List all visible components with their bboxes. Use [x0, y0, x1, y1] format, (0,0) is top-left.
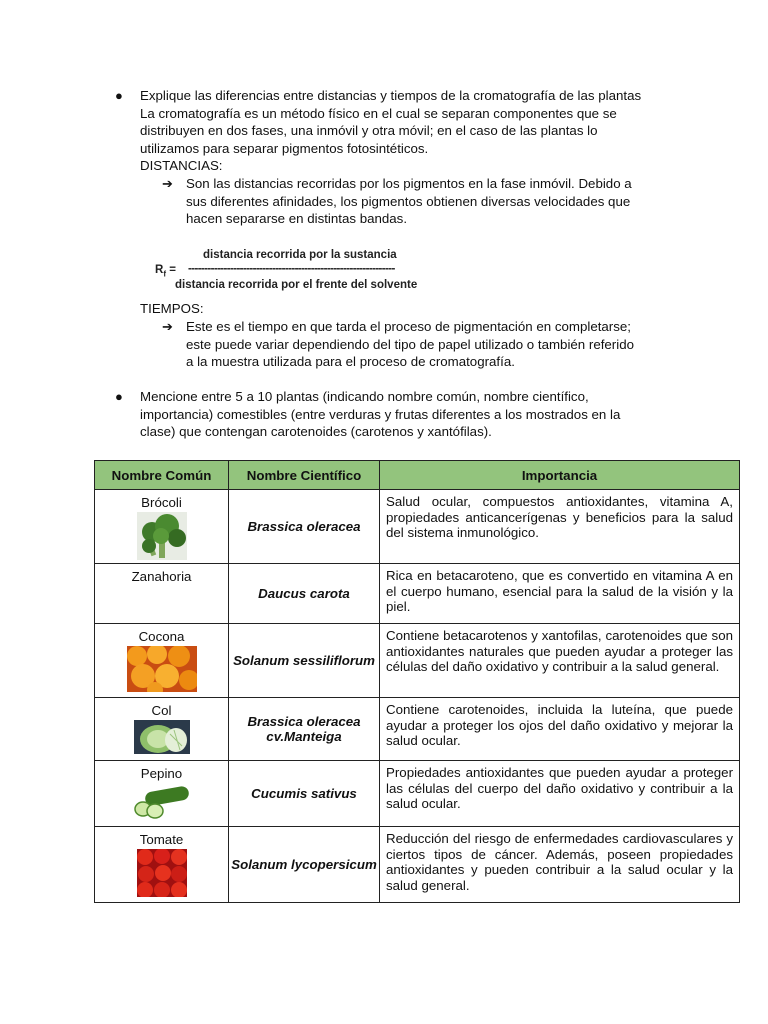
- table-row: [95, 490, 740, 564]
- common-name: Brócoli: [141, 495, 182, 510]
- cell-scientific: Daucus carota: [229, 564, 380, 624]
- cell-scientific: Brassica oleracea: [229, 490, 380, 564]
- formula-sub: f: [163, 269, 166, 279]
- cell-importance: Reducción del riesgo de enfermedades cardiovasculares y ciertos tipos de cáncer. Además, poseen propiedades antioxidantes y pueden contribuir a la salud ocular y la salud general.: [380, 827, 740, 903]
- cucumber-image: [133, 783, 191, 819]
- question-1: [140, 87, 700, 175]
- cell-scientific: Brassica oleracea cv.Manteiga: [229, 698, 380, 761]
- tiempos-line: Este es el tiempo en que tarda el proceso de pigmentación en completarse;: [186, 319, 631, 334]
- tiempos-line: a la muestra utilizada para el proceso de cromatografía.: [186, 354, 515, 369]
- cabbage-image: [134, 720, 190, 754]
- cell-importance: Rica en betacaroteno, que es convertido en vitamina A en el cuerpo humano, esencial para la salud de la visión y la piel.: [380, 564, 740, 624]
- common-name: Col: [151, 703, 172, 718]
- tomato-image: [137, 849, 187, 897]
- question-2: [140, 388, 700, 441]
- distancias-line: hacen separarse en distintas bandas.: [186, 211, 408, 226]
- tiempos-text: [186, 318, 706, 371]
- distancias-heading: DISTANCIAS:: [140, 158, 223, 173]
- question-2-line: Mencione entre 5 a 10 plantas (indicando nombre común, nombre científico,: [140, 389, 589, 404]
- cell-common: [95, 761, 229, 827]
- question-1-text: Explique las diferencias entre distancias y tiempos de la cromatografía de las plantas: [140, 88, 642, 103]
- bullet-q2: ●: [115, 389, 123, 404]
- cell-common: [95, 827, 229, 903]
- arrow-icon: ➔: [162, 319, 173, 334]
- carotenoid-plants-table: [94, 460, 740, 903]
- arrow-icon: ➔: [162, 176, 173, 191]
- formula-denominator: distancia recorrida por el frente del solvente: [175, 279, 418, 291]
- table-row: [95, 698, 740, 761]
- cocona-image: [127, 646, 197, 692]
- formula-bar: ----------------------------------------------------------------: [188, 263, 395, 275]
- table-header-row: [95, 461, 740, 490]
- tiempos-heading: TIEMPOS:: [140, 301, 204, 316]
- cell-common: [95, 624, 229, 698]
- common-name: Zanahoria: [131, 569, 192, 584]
- question-2-line: importancia) comestibles (entre verduras y frutas diferentes a los mostrados en la: [140, 406, 621, 422]
- cell-scientific: Solanum sessiliflorum: [229, 624, 380, 698]
- distancias-text: [186, 175, 706, 228]
- table-row: [95, 761, 740, 827]
- cell-scientific: Solanum lycopersicum: [229, 827, 380, 903]
- formula-equals: =: [169, 264, 176, 276]
- header-importance: Importancia: [380, 461, 740, 490]
- common-name: Tomate: [139, 832, 184, 847]
- distancias-line: sus diferentes afinidades, los pigmentos obtienen diversas velocidades que: [186, 193, 631, 209]
- tiempos-line: este puede variar dependiendo del tipo de papel utilizado o también referido: [186, 336, 634, 352]
- formula-lhs: [155, 264, 176, 278]
- cell-importance: Salud ocular, compuestos antioxidantes, vitamina A, propiedades anticancerígenas y beneficios para la salud del sistema inmunológico.: [380, 490, 740, 564]
- table-row: [95, 827, 740, 903]
- formula-r: R: [155, 264, 164, 276]
- broccoli-image: [137, 512, 187, 560]
- table-row: [95, 564, 740, 624]
- cell-importance: Contiene carotenoides, incluida la luteína, que puede ayudar a proteger los ojos del daño oxidativo y mejorar la salud ocular.: [380, 698, 740, 761]
- common-name: Pepino: [140, 766, 183, 781]
- common-name: Cocona: [138, 629, 185, 644]
- cell-common: [95, 490, 229, 564]
- cell-common: [95, 564, 229, 624]
- intro-line: La cromatografía es un método físico en el cual se separan componentes que se: [140, 105, 617, 121]
- bullet-q1: ●: [115, 88, 123, 103]
- table-row: [95, 624, 740, 698]
- cell-common: [95, 698, 229, 761]
- header-scientific-name: Nombre Científico: [229, 461, 380, 490]
- header-common-name: Nombre Común: [95, 461, 229, 490]
- formula-numerator: distancia recorrida por la sustancia: [203, 249, 397, 261]
- intro-line: distribuyen en dos fases, una inmóvil y otra móvil; en el caso de las plantas lo: [140, 123, 598, 138]
- distancias-line: Son las distancias recorridas por los pigmentos en la fase inmóvil. Debido a: [186, 176, 632, 191]
- cell-scientific: Cucumis sativus: [229, 761, 380, 827]
- cell-importance: Propiedades antioxidantes que pueden ayudar a proteger las células del cuerpo del daño oxidativo y contribuir a la salud ocular.: [380, 761, 740, 827]
- intro-line: utilizamos para separar pigmentos fotosintéticos.: [140, 140, 429, 156]
- cell-importance: Contiene betacarotenos y xantofilas, carotenoides que son antioxidantes naturales que pueden ayudar a proteger las células del daño oxidativo y contribuir a la salud general.: [380, 624, 740, 698]
- question-2-line: clase) que contengan carotenoides (carotenos y xantófilas).: [140, 424, 492, 439]
